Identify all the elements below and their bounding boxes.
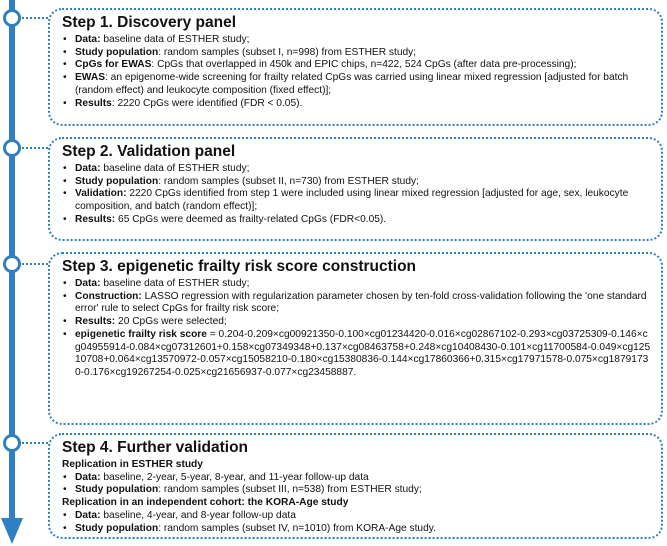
list-item: • Data: baseline, 2-year, 5-year, 8-year, and 11-year follow-up data xyxy=(62,472,651,485)
list-item: • CpGs for EWAS: CpGs that overlapped in 450k and EPIC chips, n=422, 524 CpGs (after data pre-processing); xyxy=(62,59,651,72)
list-item: • Study population: random samples (subset III, n=538) from ESTHER study; xyxy=(62,484,651,497)
list-item: • Construction: LASSO regression with regularization parameter chosen by ten-fold cross-validation following the 'one standard error' rule to select CpGs for frailty risk score; xyxy=(62,291,651,316)
timeline xyxy=(0,0,24,546)
list-item: • Study population: random samples (subset II, n=730) from ESTHER study; xyxy=(62,176,651,189)
list-item: • Results: 2220 CpGs were identified (FDR < 0.05). xyxy=(62,98,651,111)
step-2-panel xyxy=(48,137,663,241)
list-item: • Validation: 2220 CpGs identified from step 1 were included using linear mixed regression [adjusted for age, sex, leukocyte composition, and batch (random effect)]; xyxy=(62,188,651,213)
step-1-panel xyxy=(48,8,663,126)
list-item: • epigenetic frailty risk score = 0.204-0.209×cg00921350-0.100×cg01234420-0.016×cg02867102-0.293×cg03725309-0.146×cg04955914-0.084×cg07312601+0.158×cg07349348+0.137×cg08463758+0.248×cg10408430-0.101×cg11700584-0.049×cg12510708+0.064×cg13570972-0.057×cg15058210-0.180×cg15380836-0.144×cg17860366+0.315×cg17971578-0.075×cg18791730-0.176×cg19267254-0.025×cg21656937-0.077×cg23458887. xyxy=(62,329,651,380)
step-3-connector xyxy=(19,263,48,265)
step-1-connector xyxy=(19,17,48,19)
list-item: • Study population: random samples (subset I, n=998) from ESTHER study; xyxy=(62,47,651,60)
list-item: • Results: 20 CpGs were selected; xyxy=(62,316,651,329)
list-item: • Data: baseline data of ESTHER study; xyxy=(62,278,651,291)
list-item: • Results: 65 CpGs were deemed as frailty-related CpGs (FDR<0.05). xyxy=(62,214,651,227)
step-4-connector xyxy=(19,442,48,444)
step-1-title: Step 1. Discovery panel xyxy=(62,14,237,31)
step-4-subheading-kora: Replication in an independent cohort: the KORA-Age study xyxy=(62,497,349,509)
step-3-panel xyxy=(48,252,663,425)
step-4-title: Step 4. Further validation xyxy=(62,439,249,456)
step-2-list xyxy=(62,163,651,227)
step-4-subheading-esther: Replication in ESTHER study xyxy=(62,459,203,470)
timeline-arrowhead-icon xyxy=(1,518,23,544)
step-2-connector xyxy=(19,147,48,149)
step-3-list xyxy=(62,278,651,380)
step-3-title: Step 3. epigenetic frailty risk score construction xyxy=(62,258,417,275)
step-4-list-esther xyxy=(62,472,651,497)
step-2-title: Step 2. Validation panel xyxy=(62,143,236,160)
step-4-panel xyxy=(48,433,663,539)
step-1-list xyxy=(62,34,651,110)
list-item: • Data: baseline data of ESTHER study; xyxy=(62,163,651,176)
step-4-list-kora xyxy=(62,510,651,535)
list-item: • EWAS: an epigenome-wide screening for frailty related CpGs was carried using linear mixed regression [adjusted for batch (random effect) and leukocyte composition (fixed effect)]; xyxy=(62,72,651,97)
list-item: • Study population: random samples (subset IV, n=1010) from KORA-Age study. xyxy=(62,523,651,536)
list-item: • Data: baseline data of ESTHER study; xyxy=(62,34,651,47)
list-item: • Data: baseline, 4-year, and 8-year follow-up data xyxy=(62,510,651,523)
